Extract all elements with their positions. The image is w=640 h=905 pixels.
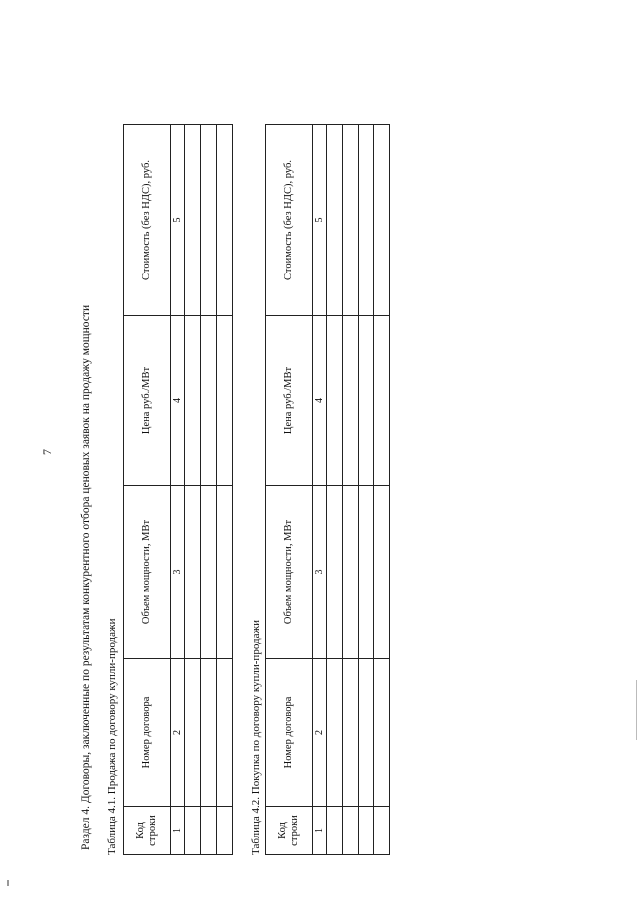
column-number-cell: 2 [313, 659, 327, 807]
column-number-cell: 3 [313, 486, 327, 659]
table-cell [201, 659, 217, 807]
table-row [327, 125, 343, 855]
table-cell [217, 807, 233, 855]
scan-speck [7, 880, 9, 886]
column-number-cell: 5 [313, 125, 327, 316]
table-4-2-caption: Таблица 4.2. Покупка по договору купли-продажи [250, 620, 262, 855]
header-cell: Номер договора [124, 659, 171, 807]
table-cell [342, 807, 358, 855]
table-4-2 [265, 124, 390, 855]
table-cell [358, 316, 374, 486]
column-number-cell: 5 [171, 125, 185, 316]
column-number-cell: 1 [313, 807, 327, 855]
table-cell [201, 125, 217, 316]
table-row [342, 125, 358, 855]
table-cell [327, 659, 343, 807]
header-cell: Стоимость (без НДС), руб. [266, 125, 313, 316]
table-cell [217, 486, 233, 659]
table-cell [201, 807, 217, 855]
table-cell [374, 807, 390, 855]
table-cell [358, 807, 374, 855]
table-cell [358, 659, 374, 807]
column-number-row [313, 125, 327, 855]
table-cell [327, 316, 343, 486]
table-cell [185, 659, 201, 807]
section-heading: Раздел 4. Договоры, заключенные по результатам конкурентного отбора ценовых заявок на продажу мощности [80, 304, 92, 850]
table-cell [185, 316, 201, 486]
table-cell [374, 486, 390, 659]
header-cell: Цена руб./МВт [266, 316, 313, 486]
table-4-1-caption: Таблица 4.1. Продажа по договору купли-продажи [106, 618, 118, 855]
page-number: 7 [40, 449, 54, 455]
table-cell [358, 486, 374, 659]
table-4-1 [123, 124, 233, 855]
table-cell [342, 125, 358, 316]
header-cell: Объем мощности, МВт [266, 486, 313, 659]
table-cell [201, 486, 217, 659]
table-cell [342, 486, 358, 659]
column-number-row [171, 125, 185, 855]
table-cell [374, 659, 390, 807]
table-cell [327, 807, 343, 855]
column-number-cell: 4 [313, 316, 327, 486]
column-number-cell: 2 [171, 659, 185, 807]
header-cell: Код строки [266, 807, 313, 855]
table-cell [342, 659, 358, 807]
table-header-row [266, 125, 313, 855]
column-number-cell: 4 [171, 316, 185, 486]
table-cell [185, 807, 201, 855]
table-cell [358, 125, 374, 316]
table-cell [217, 316, 233, 486]
header-cell: Цена руб./МВт [124, 316, 171, 486]
table-cell [185, 125, 201, 316]
header-cell: Номер договора [266, 659, 313, 807]
table-row [217, 125, 233, 855]
table-cell [327, 486, 343, 659]
column-number-cell: 1 [171, 807, 185, 855]
table-cell [217, 659, 233, 807]
table-cell [217, 125, 233, 316]
table-row [374, 125, 390, 855]
table-cell [327, 125, 343, 316]
table-row [358, 125, 374, 855]
table-row [185, 125, 201, 855]
table-row [201, 125, 217, 855]
header-cell: Стоимость (без НДС), руб. [124, 125, 171, 316]
table-cell [201, 316, 217, 486]
scan-speck [636, 680, 637, 740]
table-cell [374, 316, 390, 486]
table-cell [185, 486, 201, 659]
header-cell: Объем мощности, МВт [124, 486, 171, 659]
table-cell [374, 125, 390, 316]
column-number-cell: 3 [171, 486, 185, 659]
table-cell [342, 316, 358, 486]
table-header-row [124, 125, 171, 855]
header-cell: Код строки [124, 807, 171, 855]
